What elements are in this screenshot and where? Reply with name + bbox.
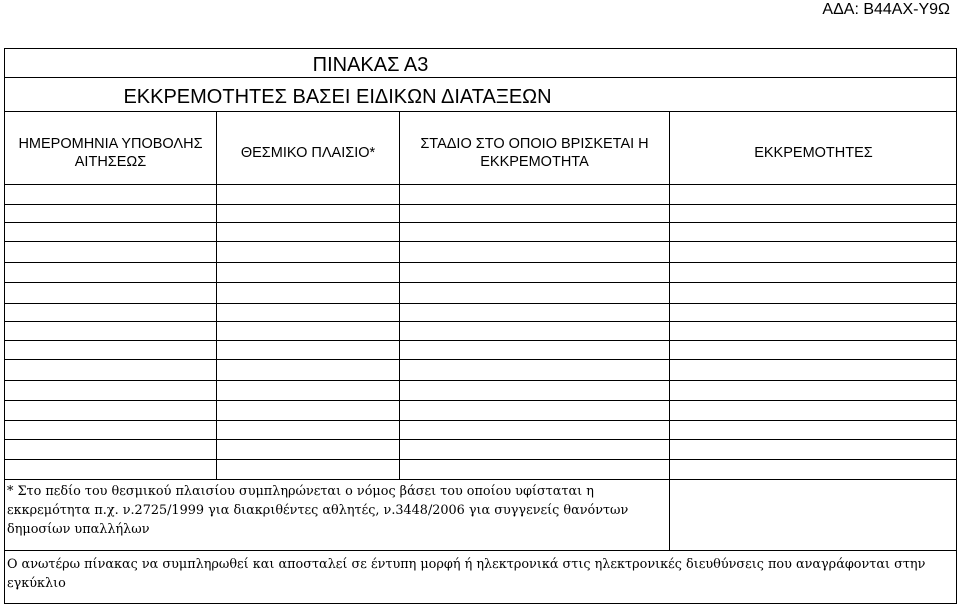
table-row-line: [5, 400, 956, 401]
table-title: ΠΙΝΑΚΑΣ Α3: [312, 54, 429, 76]
column-header-pending-items: ΕΚΚΡΕΜΟΤΗΤΕΣ: [754, 145, 873, 161]
table-row-line: [5, 359, 956, 360]
table-row-line: [5, 184, 956, 185]
column-header-stage: ΣΤΑΔΙΟ ΣΤΟ ΟΠΟΙΟ ΒΡΙΣΚΕΤΑΙ Η ΕΚΚΡΕΜΟΤΗΤΑ: [420, 136, 649, 170]
pending-items-table: [4, 48, 957, 604]
table-row-line: [5, 262, 956, 263]
table-row-line: [5, 420, 956, 421]
legal-framework-footnote: * Στο πεδίο του θεσμικού πλαισίου συμπληρώνεται ο νόμος βάσει του οποίου υφίσταται η εκκρεμότητα π.χ. ν.2725/1999 για διακριθέντες αθλητές, ν.3448/2006 για συγγενείς θανόντων δημοσίων υπαλλήλων: [7, 484, 629, 537]
table-subtitle: ΕΚΚΡΕΜΟΤΗΤΕΣ ΒΑΣΕΙ ΕΙΔΙΚΩΝ ΔΙΑΤΑΞΕΩΝ: [123, 86, 552, 108]
submission-instructions: Ο ανωτέρω πίνακας να συμπληρωθεί και αποσταλεί σε έντυπη μορφή ή ηλεκτρονικά στις ηλεκτρονικές διευθύνσεις που αναγράφονται στην εγκύκλιο: [7, 557, 926, 591]
table-row-line: [5, 479, 956, 480]
column-separator: [399, 111, 400, 480]
table-bottom-border: [5, 603, 956, 604]
table-row-line: [5, 241, 956, 242]
column-header-submission-date: ΗΜΕΡΟΜΗΝΙΑ ΥΠΟΒΟΛΗΣ ΑΙΤΗΣΕΩΣ: [18, 136, 203, 170]
column-header-legal-framework: ΘΕΣΜΙΚΟ ΠΛΑΙΣΙΟ*: [240, 145, 376, 161]
table-row-line: [5, 222, 956, 223]
table-row-line: [5, 303, 956, 304]
table-row-line: [5, 459, 956, 460]
table-row-line: [5, 380, 956, 381]
table-row-line: [5, 321, 956, 322]
column-separator: [669, 111, 670, 550]
footnote-divider: [5, 550, 956, 551]
table-row-line: [5, 282, 956, 283]
title-divider: [5, 77, 956, 78]
table-top-border: [5, 48, 956, 49]
ada-code: ΑΔΑ: Β44ΑΧ-Υ9Ω: [822, 1, 950, 18]
column-separator: [216, 111, 217, 480]
header-top-border: [5, 111, 956, 112]
table-row-line: [5, 340, 956, 341]
table-row-line: [5, 439, 956, 440]
table-row-line: [5, 204, 956, 205]
